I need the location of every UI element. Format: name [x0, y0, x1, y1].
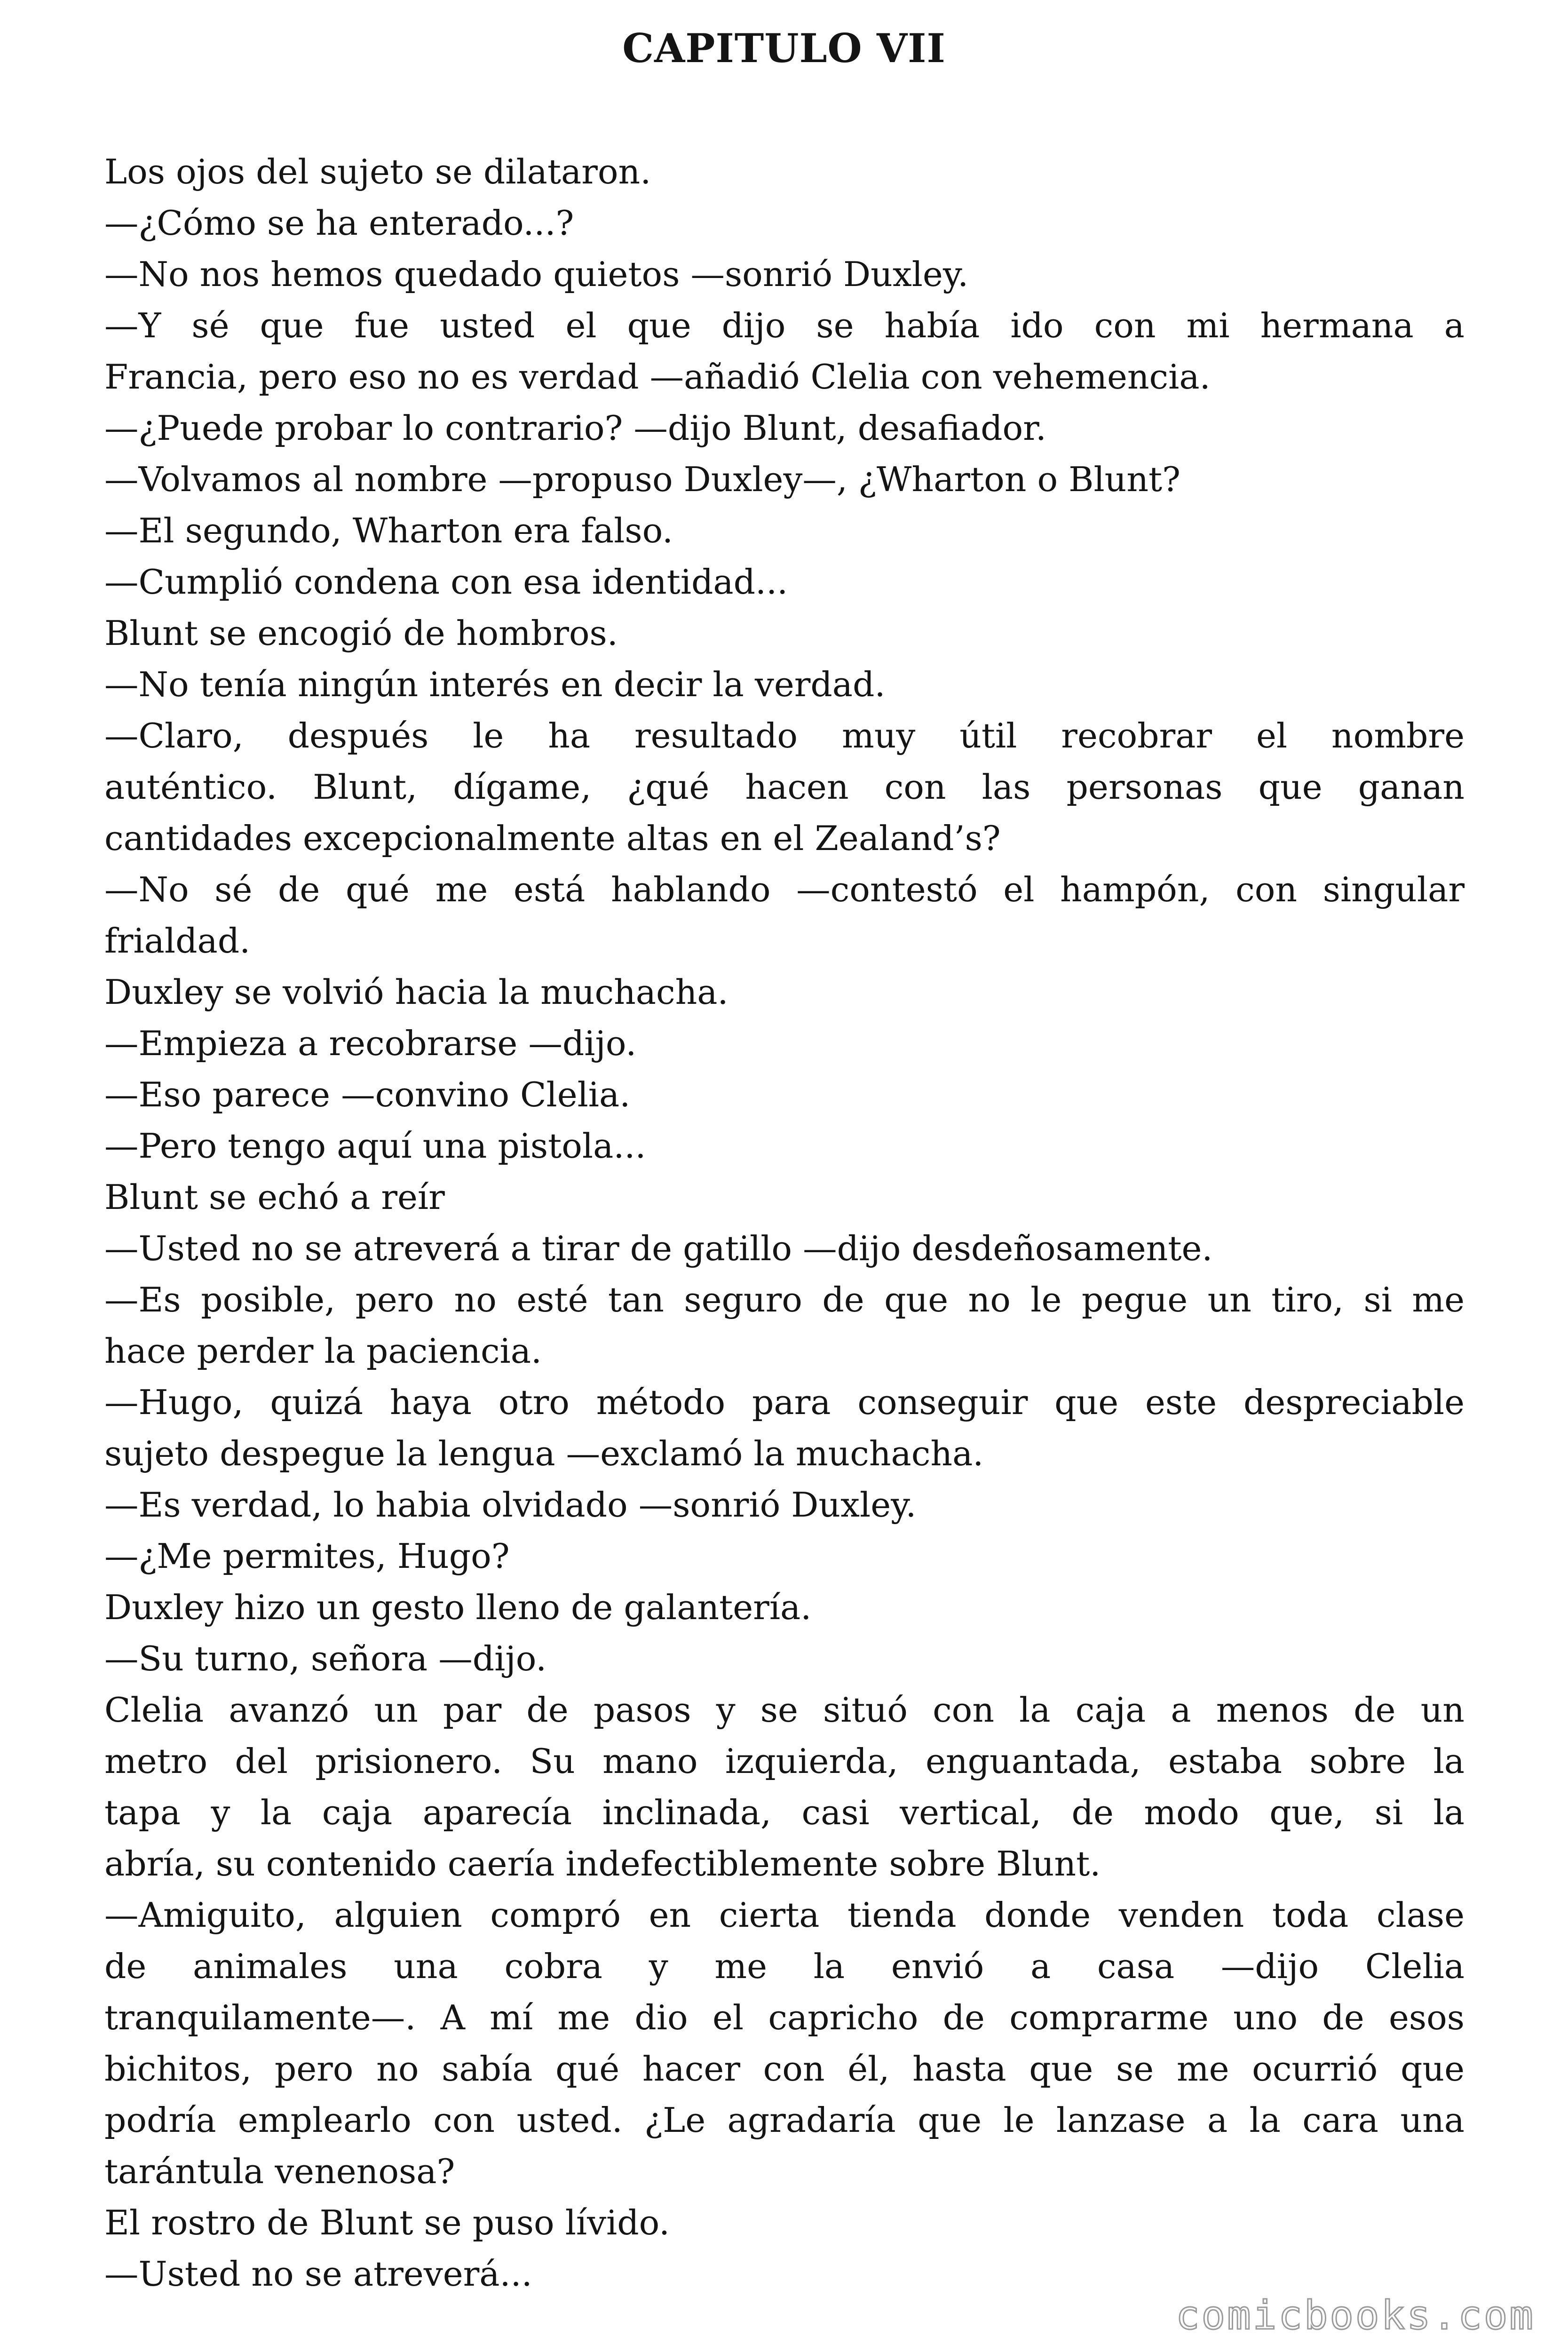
text-line: —¿Puede probar lo contrario? —dijo Blunt, desafiador. — [104, 409, 1046, 448]
text-line: Duxley hizo un gesto lleno de galantería. — [104, 1588, 812, 1628]
text-line: —Volvamos al nombre —propuso Duxley—, ¿Wharton o Blunt? — [104, 460, 1181, 500]
text-line: —Usted no se atreverá... — [104, 2255, 532, 2294]
text-line: —Su turno, señora —dijo. — [104, 1639, 547, 1679]
text-line: —No tenía ningún interés en decir la verdad. — [104, 665, 886, 705]
text-line: —Claro, después le ha resultado muy útil recobrar el nombre — [104, 716, 1465, 756]
text-line: —Es posible, pero no esté tan seguro de que no le pegue un tiro, si me — [104, 1280, 1465, 1320]
site-watermark: comicbooks.com — [1175, 2292, 1535, 2338]
text-line: cantidades excepcionalmente altas en el Zealand’s? — [104, 819, 1001, 858]
text-line: Francia, pero eso no es verdad —añadió Clelia con vehemencia. — [104, 358, 1211, 397]
text-line: sujeto despegue la lengua —exclamó la muchacha. — [104, 1434, 984, 1474]
text-line: —El segundo, Wharton era falso. — [104, 511, 673, 551]
text-line: tapa y la caja aparecía inclinada, casi vertical, de modo que, si la — [104, 1793, 1465, 1833]
text-line: El rostro de Blunt se puso lívido. — [104, 2203, 670, 2243]
text-line: —Eso parece —convino Clelia. — [104, 1075, 631, 1115]
text-line: —Es verdad, lo habia olvidado —sonrió Duxley. — [104, 1486, 917, 1525]
text-line: abría, su contenido caería indefectiblemente sobre Blunt. — [104, 1844, 1101, 1884]
text-line: metro del prisionero. Su mano izquierda, enguantada, estaba sobre la — [104, 1742, 1465, 1781]
text-line: auténtico. Blunt, dígame, ¿qué hacen con las personas que ganan — [104, 768, 1465, 807]
text-line: —Hugo, quizá haya otro método para conseguir que este despreciable — [104, 1383, 1465, 1422]
text-line: Blunt se encogió de hombros. — [104, 614, 618, 653]
text-line: frialdad. — [104, 922, 251, 961]
text-line: podría emplearlo con usted. ¿Le agradaría que le lanzase a la cara una — [104, 2101, 1465, 2140]
text-line: —No sé de qué me está hablando —contestó el hampón, con singular — [104, 870, 1465, 910]
chapter-title: CAPITULO VII — [622, 25, 946, 72]
text-line: tarántula venenosa? — [104, 2152, 455, 2192]
text-line: —Amiguito, alguien compró en cierta tienda donde venden toda clase — [104, 1896, 1465, 1935]
text-line: —Cumplió condena con esa identidad... — [104, 563, 788, 602]
text-line: —¿Cómo se ha enterado...? — [104, 204, 574, 243]
text-line: —Usted no se atreverá a tirar de gatillo —dijo desdeñosamente. — [104, 1229, 1213, 1269]
text-line: bichitos, pero no sabía qué hacer con él, hasta que se me ocurrió que — [104, 2050, 1465, 2089]
text-line: Duxley se volvió hacia la muchacha. — [104, 973, 729, 1012]
text-line: Blunt se echó a reír — [104, 1178, 445, 1217]
text-line: de animales una cobra y me la envió a casa —dijo Clelia — [104, 1947, 1465, 1986]
chapter-body-text — [104, 147, 1465, 2300]
text-line: —Pero tengo aquí una pistola... — [104, 1127, 646, 1166]
text-line: —¿Me permites, Hugo? — [104, 1537, 510, 1576]
text-line: —No nos hemos quedado quietos —sonrió Duxley. — [104, 255, 969, 294]
text-line: hace perder la paciencia. — [104, 1332, 542, 1371]
text-line: —Empieza a recobrarse —dijo. — [104, 1024, 637, 1064]
text-line: —Y sé que fue usted el que dijo se había ido con mi hermana a — [104, 306, 1465, 346]
text-line: Los ojos del sujeto se dilataron. — [104, 152, 651, 192]
text-line: Clelia avanzó un par de pasos y se situó con la caja a menos de un — [104, 1691, 1465, 1730]
text-line: tranquilamente—. A mí me dio el capricho de comprarme uno de esos — [104, 1998, 1465, 2038]
